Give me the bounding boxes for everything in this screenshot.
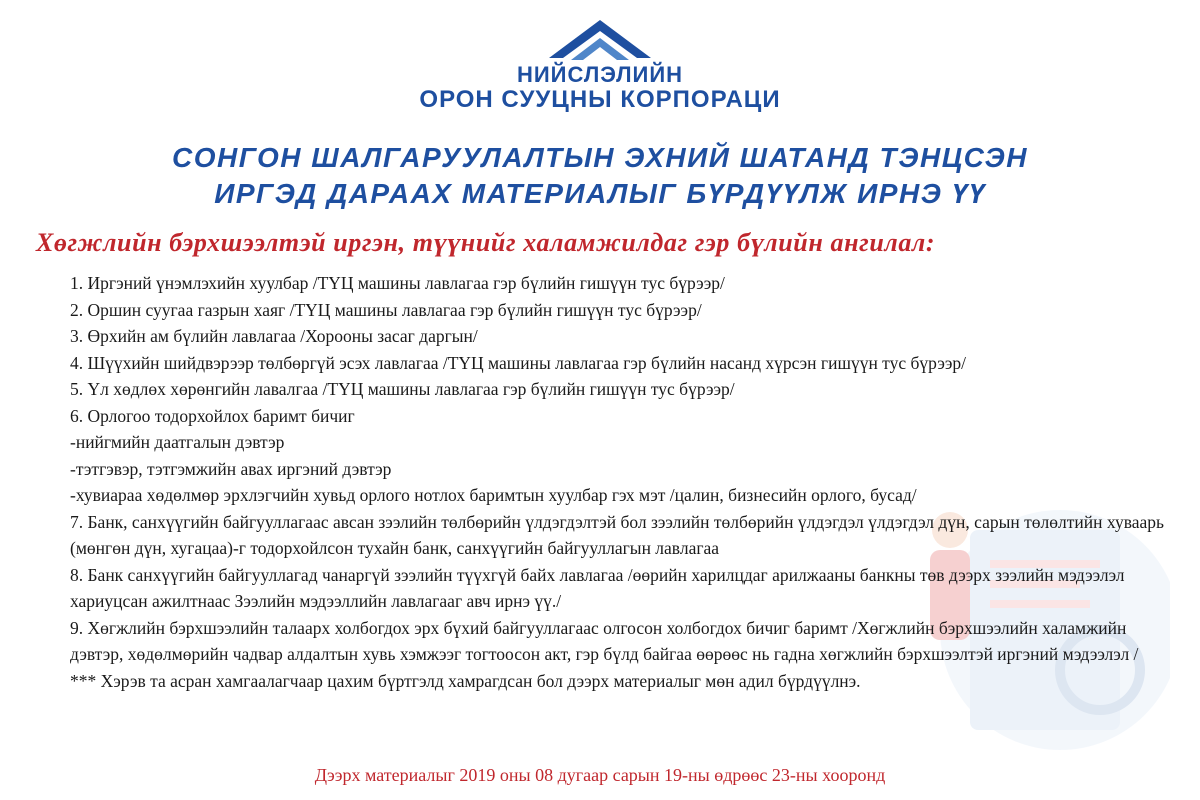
list-item: -нийгмийн даатгалын дэвтэр — [70, 432, 285, 452]
logo-line2: ОРОН СУУЦНЫ КОРПОРАЦИ — [419, 86, 781, 113]
list-item: *** Хэрэв та асран хамгаалагчаар цахим бүртгэлд хамрагдсан бол дээрх материалыг мөн адил бүрдүүлнэ. — [70, 670, 861, 691]
list-item: 5. Үл хөдлөх хөрөнгийн лавалгаа /ТҮЦ машины лавлагаа гэр бүлийн гишүүн тус бүрээр/ — [70, 379, 735, 399]
headline — [0, 140, 1200, 212]
list-item: -тэтгэвэр, тэтгэмжийн авах иргэний дэвтэр — [70, 458, 392, 479]
list-item: 2. Оршин суугаа газрын хаяг /ТҮЦ машины лавлагаа гэр бүлийн гишүүн тус бүрээр/ — [70, 299, 702, 320]
list-item: 1. Иргэний үнэмлэхийн хуулбар /ТҮЦ машины лавлагаа гэр бүлийн гишүүн тус бүрээр/ — [70, 273, 725, 293]
list-item: 9. Хөгжлийн бэрхшээлийн талаарх холбогдох эрх бүхий байгууллагаас олгосон холбогдох бичиг баримт /Хөгжлийн бэрхшээлийн халамжийн дэвтэр, хөдөлмөрийн чадвар алдалтын хувь хэмжээг тогтоосон акт, гэр бүлд байгаа өөрөөс нь гадна хөгжлийн бэрхшээлтэй иргэний мэдээлэл / — [70, 617, 1139, 664]
footer-note: Дээрх материалыг 2019 оны 08 дугаар сарын 19-ны өдрөөс 23-ны хооронд — [314, 765, 886, 785]
list-item: 3. Өрхийн ам бүлийн лавлагаа /Хорооны засаг даргын/ — [70, 326, 478, 346]
list-item: 6. Орлогоо тодорхойлох баримт бичиг — [70, 405, 355, 426]
logo — [0, 18, 1200, 112]
list-item: 7. Банк, санхүүгийн байгууллагаас авсан зээлийн төлбөрийн үлдэгдэлтэй бол зээлийн төлбөрийн үлдэгдэл үлдэгдэл дүн, сарын төлөлтийн хуваарь (мөнгөн дүн, хугацаа)-г тодорхойлсон тухайн банк, санхүүгийн байгууллагын лавлагаа — [70, 511, 1165, 558]
list-item: -хувиараа хөдөлмөр эрхлэгчийн хувьд орлого нотлох баримтын хуулбар гэх мэт /цалин, бизнесийн орлого, бусад/ — [70, 485, 917, 505]
list-item: 4. Шүүхийн шийдвэрээр төлбөргүй эсэх лавлагаа /ТҮЦ машины лавлагаа гэр бүлийн насанд хүрсэн гишүүн тус бүрээр/ — [70, 352, 966, 373]
logo-line1: НИЙСЛЭЛИЙН — [516, 62, 684, 87]
logo-roof-icon — [545, 18, 655, 62]
requirements-list — [70, 270, 1170, 694]
category-subtitle: Хөгжлийн бэрхшээлтэй иргэн, түүнийг халамжилдаг гэр бүлийн ангилал: — [36, 228, 936, 257]
headline-line1: СОНГОН ШАЛГАРУУЛАЛТЫН ЭХНИЙ ШАТАНД ТЭНЦСЭН — [171, 142, 1029, 173]
headline-line2: ИРГЭД ДАРААХ МАТЕРИАЛЫГ БҮРДҮҮЛЖ ИРНЭ ҮҮ — [214, 178, 986, 209]
list-item: 8. Банк санхүүгийн байгууллагад чанаргүй зээлийн түүхгүй байх лавлагаа /өөрийн харилцдаг арилжааны банкны төв дээрх зээлийн мэдээлэл хариуцсан ажилтнаас Зээлийн мэдээллийн лавлагааг авч ирнэ үү./ — [70, 564, 1125, 611]
